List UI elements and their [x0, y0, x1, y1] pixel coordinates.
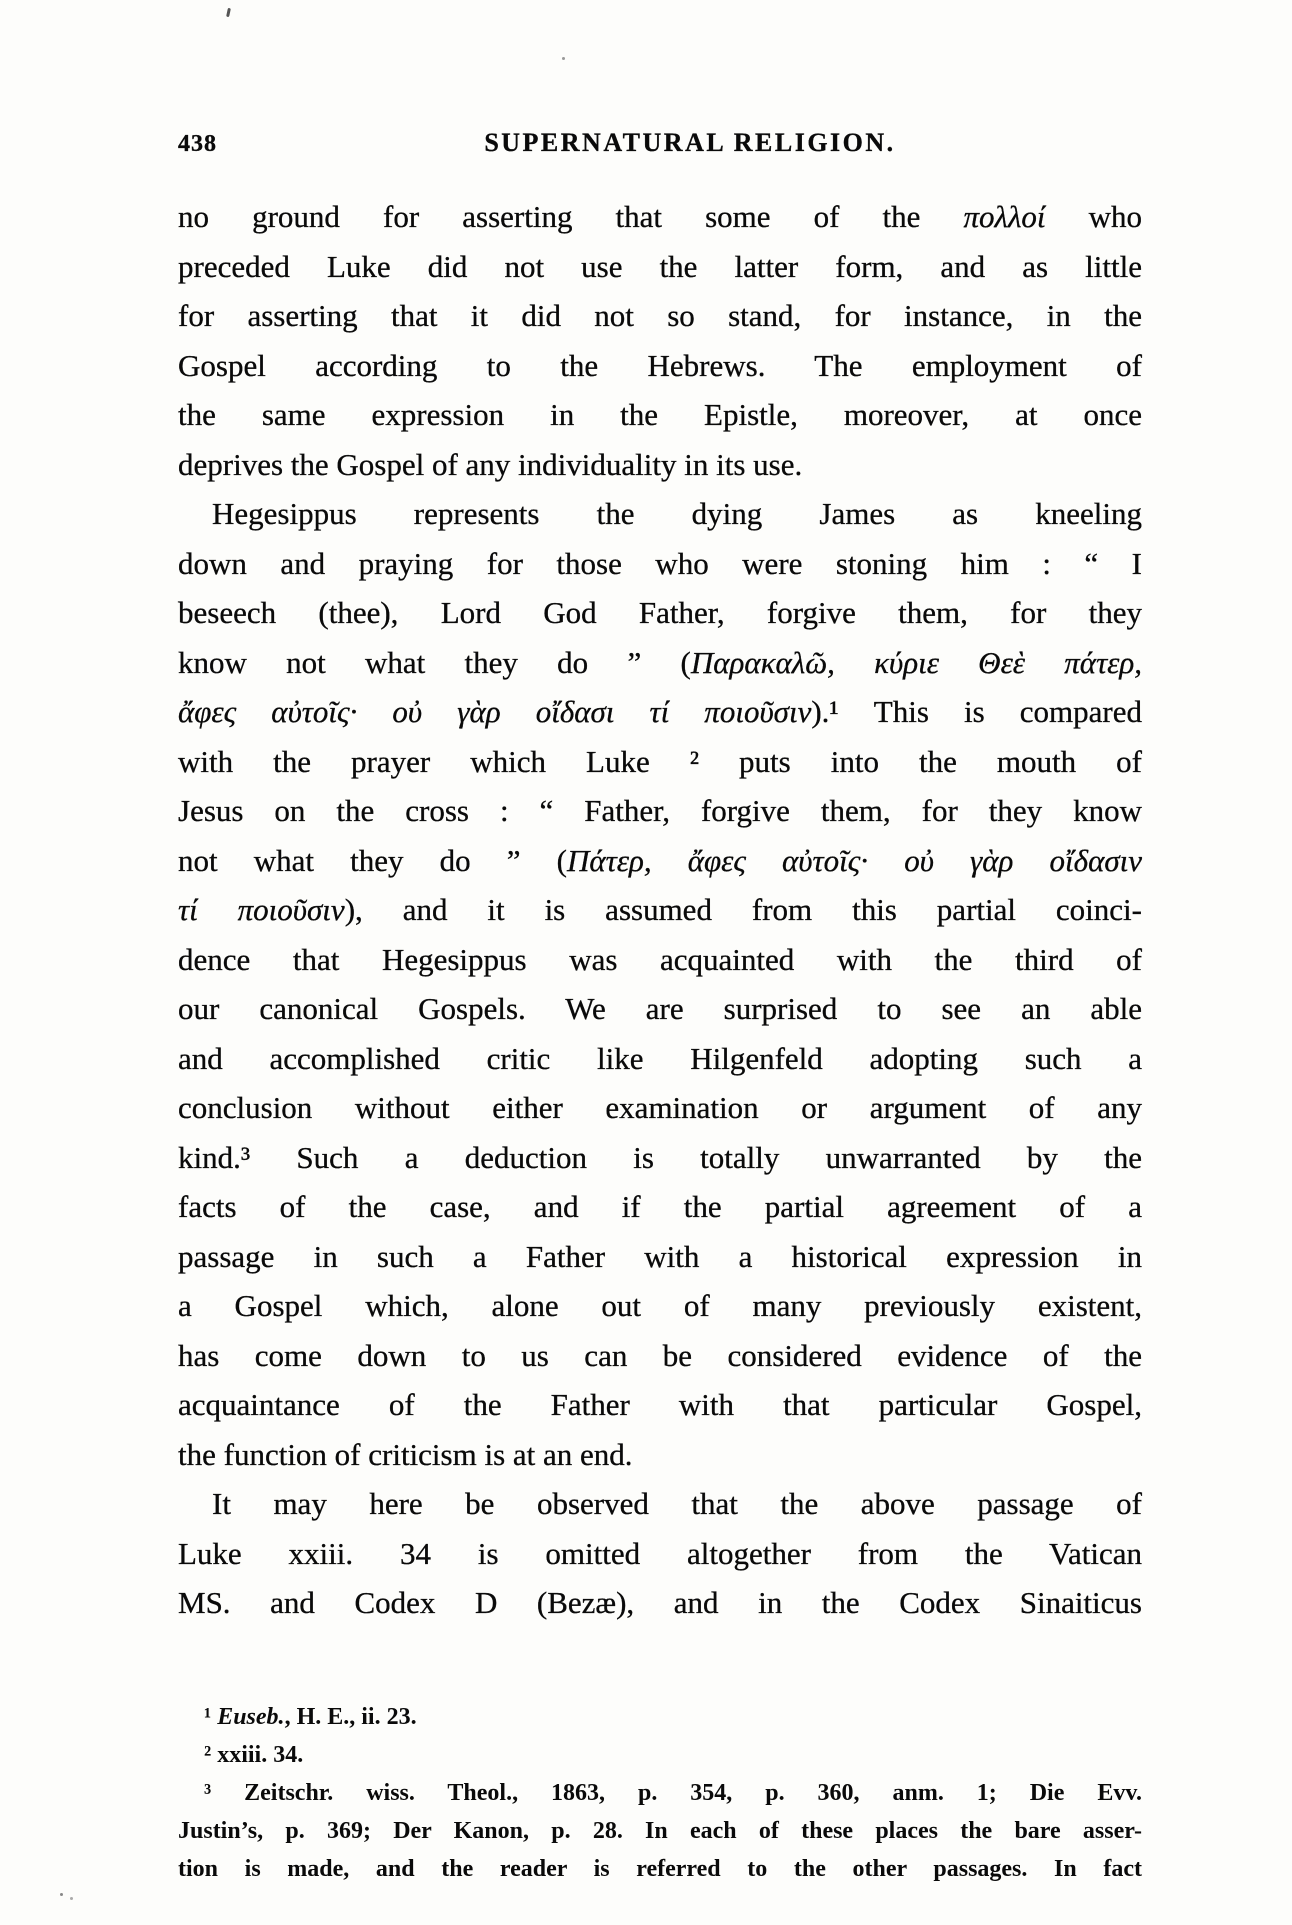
text-line: ² xxiii. 34.	[204, 1742, 304, 1768]
text-line: not what they do ” (Πάτερ, ἄφες αὐτοῖς· οὐ γὰρ οἴδασιν	[178, 842, 1143, 878]
page-number: 438	[178, 131, 217, 157]
text-line: no ground for asserting that some of the πολλοί who	[178, 199, 1143, 234]
text-line: dence that Hegesippus was acquainted with the third of	[178, 941, 1142, 977]
text-line: the function of criticism is at an end.	[178, 1436, 633, 1472]
text-line: facts of the case, and if the partial agreement of a	[178, 1189, 1142, 1224]
text-line: Luke xxiii. 34 is omitted altogether from the Vatican	[178, 1535, 1142, 1571]
text-line: passage in such a Father with a historical expression in	[178, 1238, 1142, 1274]
page-header	[178, 128, 1142, 172]
running-title: SUPERNATURAL RELIGION.	[484, 128, 896, 157]
text-line: the same expression in the Epistle, moreover, at once	[178, 397, 1142, 432]
text-line: tion is made, and the reader is referred to the other passages. In fact	[178, 1856, 1142, 1882]
text-line: our canonical Gospels. We are surprised to see an able	[178, 991, 1142, 1026]
text-line: and accomplished critic like Hilgenfeld adopting such a	[178, 1040, 1142, 1076]
text-line: has come down to us can be considered evidence of the	[178, 1337, 1142, 1373]
text-line: Hegesippus represents the dying James as kneeling	[212, 496, 1142, 531]
text-line: deprives the Gospel of any individuality in its use.	[178, 446, 803, 482]
text-line: Jesus on the cross : “ Father, forgive them, for they know	[178, 793, 1142, 828]
text-line: conclusion without either examination or argument of any	[178, 1090, 1142, 1125]
text-line: Gospel according to the Hebrews. The employment of	[178, 347, 1142, 383]
text-line: MS. and Codex D (Bezæ), and in the Codex Sinaiticus	[178, 1585, 1142, 1620]
text-line: ¹ Euseb., H. E., ii. 23.	[204, 1704, 417, 1730]
scan-artifact-dot	[70, 1897, 73, 1900]
text-line: It may here be observed that the above passage of	[212, 1486, 1142, 1521]
scan-artifact-dot	[562, 57, 565, 60]
text-line: ἄφες αὐτοῖς· οὐ γὰρ οἴδασι τί ποιοῦσιν).¹ This is compared	[178, 694, 1142, 729]
text-line: for asserting that it did not so stand, for instance, in the	[178, 298, 1142, 333]
text-line: preceded Luke did not use the latter form, and as little	[178, 248, 1142, 284]
text-line: τί ποιοῦσιν), and it is assumed from this partial coinci-	[178, 892, 1142, 927]
text-line: kind.³ Such a deduction is totally unwarranted by the	[178, 1139, 1142, 1175]
footnotes	[178, 1698, 1142, 1888]
body-text	[178, 192, 1142, 1628]
scan-artifact-mark	[226, 8, 231, 17]
text-line: Justin’s, p. 369; Der Kanon, p. 28. In each of these places the bare asser-	[178, 1818, 1142, 1844]
text-line: acquaintance of the Father with that particular Gospel,	[178, 1387, 1142, 1422]
text-line: a Gospel which, alone out of many previously existent,	[178, 1288, 1142, 1323]
text-line: with the prayer which Luke ² puts into the mouth of	[178, 743, 1142, 779]
text-line: down and praying for those who were stoning him : “ I	[178, 545, 1142, 581]
text-line: beseech (thee), Lord God Father, forgive them, for they	[178, 595, 1142, 630]
text-line: ³ Zeitschr. wiss. Theol., 1863, p. 354, p. 360, anm. 1; Die Evv.	[204, 1780, 1142, 1806]
scan-artifact-dot	[60, 1893, 63, 1896]
text-line: know not what they do ” (Παρακαλῶ, κύριε Θεὲ πάτερ,	[178, 644, 1143, 680]
